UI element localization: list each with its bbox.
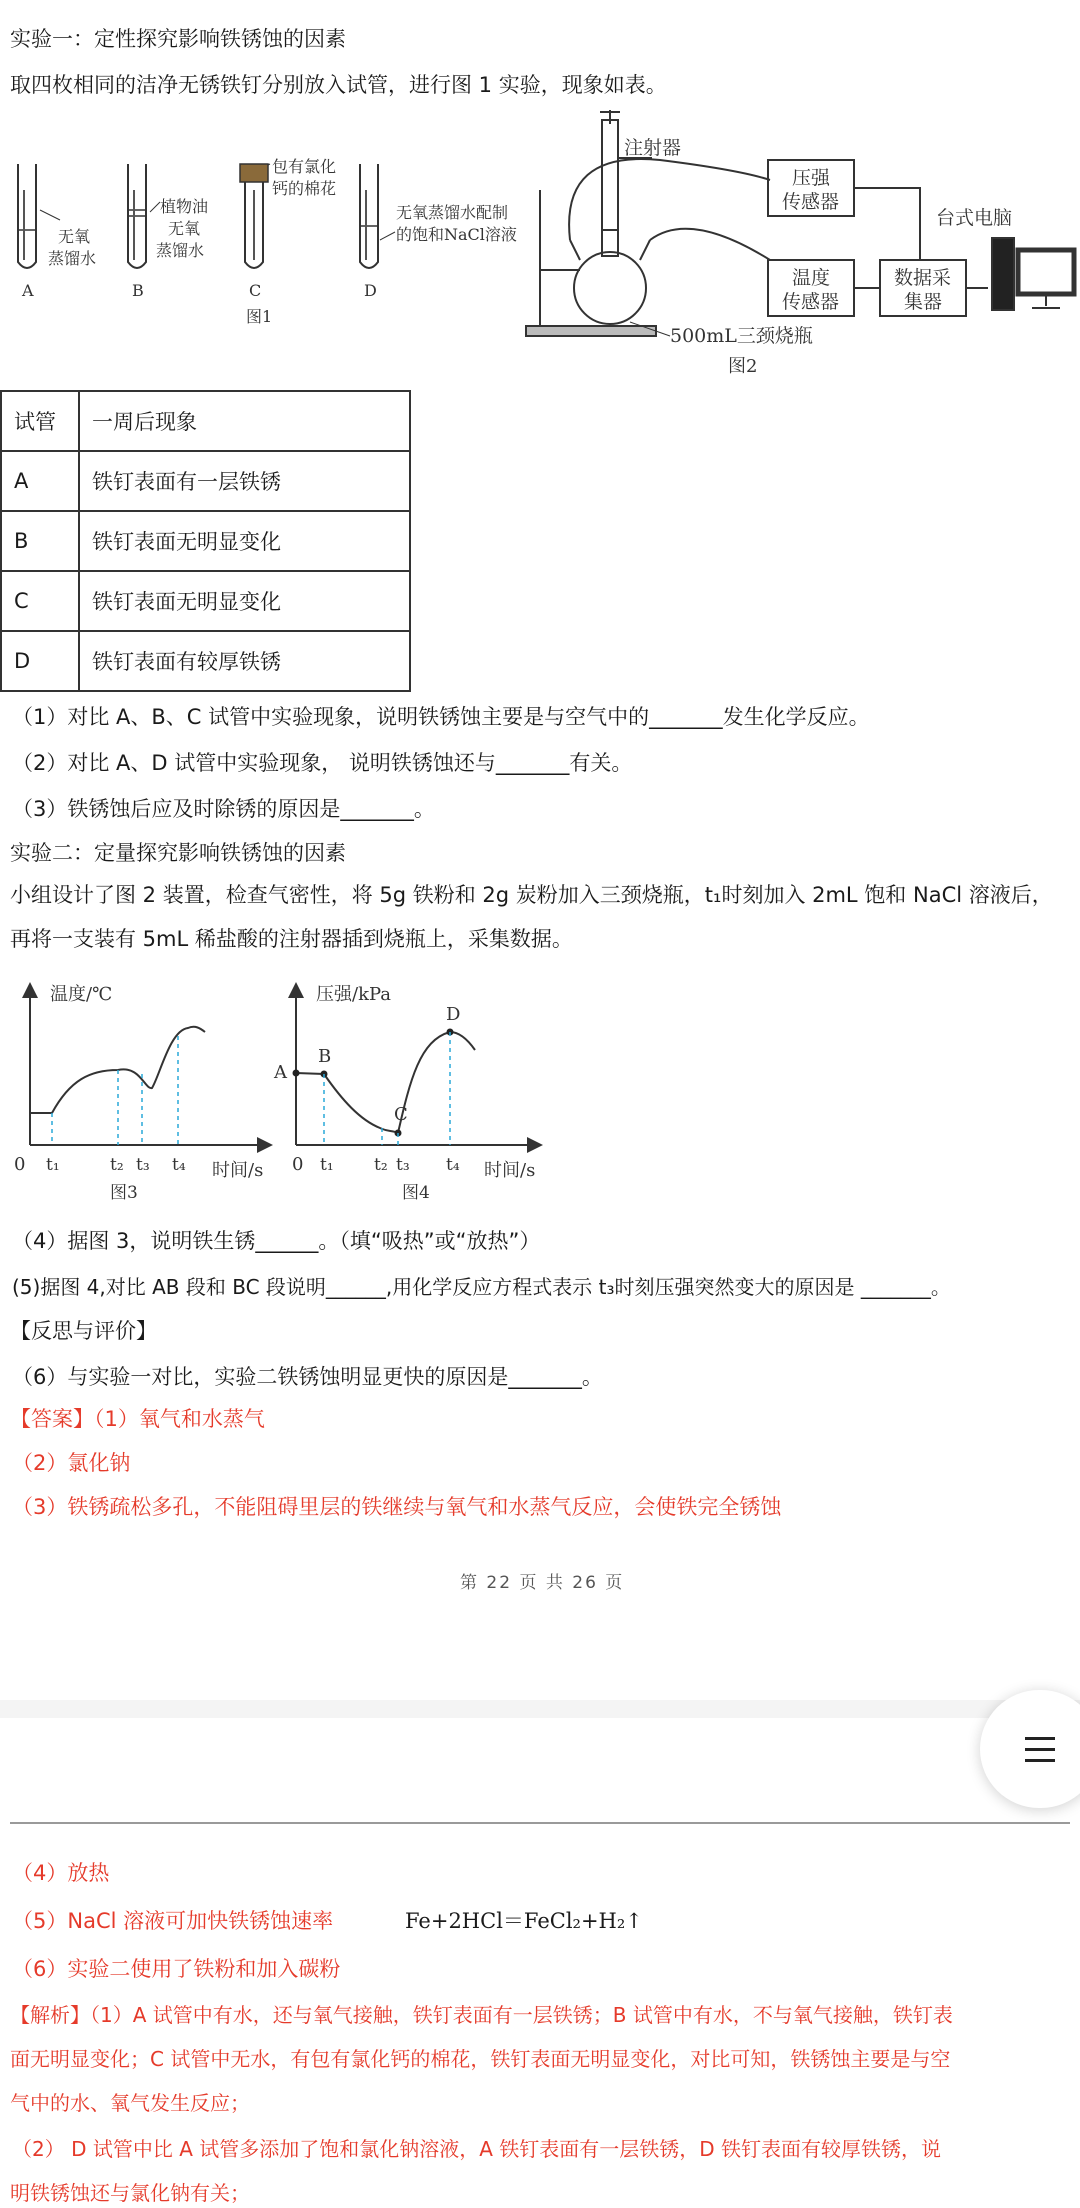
tube-b-letter: B [132,281,144,300]
answer-6: （6）实验二使用了铁粉和加入碳粉 [12,1957,341,1981]
three-neck-flask [574,252,646,324]
tube-c-letter: C [249,281,262,300]
tube-c-label-1: 包有氯化 [272,157,337,176]
fig4-tick: t₃ [396,1155,410,1175]
fig3-tick: t₂ [110,1155,124,1175]
collector-label-2: 集器 [904,291,943,313]
table-cell: 铁钉表面有一层铁锈 [79,451,410,511]
figure-2-caption: 图2 [728,356,758,377]
results-table [0,390,411,692]
fig4-tick: t₄ [446,1155,460,1175]
figure-3-caption: 图3 [110,1183,138,1203]
tube-a-label-2: 蒸馏水 [48,249,97,268]
figure-4-caption: 图4 [402,1183,430,1203]
tube-b-label-1: 植物油 [160,197,209,216]
analysis-line-5: 明铁锈蚀还与氯化钠有关； [10,2181,250,2205]
tube-d-label-2: 的饱和NaCl溶液 [396,225,517,244]
question-1: （1）对比 A、B、C 试管中实验现象，说明铁锈蚀主要是与空气中的_______发生化学反应。 [12,705,870,729]
table-cell: A [1,451,79,511]
point-a [293,1070,300,1077]
analysis-line-3: 气中的水、氧气发生反应； [10,2091,250,2115]
answer-2: （2）氯化钠 [12,1451,131,1475]
collector-label-1: 数据采 [894,267,952,289]
fig3-tick: t₄ [172,1155,186,1175]
table-header-cell: 试管 [1,391,79,451]
menu-button[interactable] [980,1690,1080,1808]
table-row [1,571,410,631]
table-row [1,451,410,511]
fig4-point-label: D [446,1004,461,1025]
fig3-x-label: 时间/s [212,1160,264,1181]
tube-a-label-1: 无氧 [58,227,91,246]
fig3-tick: t₁ [46,1155,60,1175]
cotton-plug [240,164,268,182]
computer-label: 台式电脑 [936,207,1013,229]
computer-tower [992,238,1014,310]
figure-1-test-tubes [0,150,540,330]
fig4-tick: t₁ [320,1155,334,1175]
table-cell: C [1,571,79,631]
question-4: （4）据图 3，说明铁生锈______。（填“吸热”或“放热”） [12,1229,541,1253]
exp1-title: 实验一：定性探究影响铁锈蚀的因素 [10,27,346,51]
table-cell: D [1,631,79,691]
pressure-sensor-label-1: 压强 [792,167,831,189]
answer-1: 【答案】（1）氧气和水蒸气 [10,1407,265,1431]
exp2-title: 实验二：定量探究影响铁锈蚀的因素 [10,841,346,865]
exp1-intro: 取四枚相同的洁净无锈铁钉分别放入试管，进行图 1 实验，现象如表。 [10,73,667,97]
figure-2-apparatus [520,110,1080,380]
page-number: 第 22 页 共 26 页 [460,1573,625,1593]
table-cell: 铁钉表面无明显变化 [79,571,410,631]
fig4-point-label: C [394,1104,408,1125]
fig4-point-label: A [274,1062,287,1083]
tube-a-letter: A [22,281,34,300]
tube-to-pressure [569,159,770,240]
exp2-line-1: 小组设计了图 2 装置，检查气密性，将 5g 铁粉和 2g 炭粉加入三颈烧瓶，t₁时刻加入 2mL 饱和 NaCl 溶液后， [10,883,1053,907]
tube-b-label-2: 无氧 [168,219,201,238]
tube-d [360,164,378,268]
page-gap [0,1700,1080,1718]
analysis-line-2: 面无明显变化；C 试管中无水，有包有氯化钙的棉花，铁钉表面无明显变化，对比可知，铁锈蚀主要是与空 [10,2047,951,2071]
fig4-point-label: B [318,1046,332,1067]
answer-3: （3）铁锈疏松多孔，不能阻碍里层的铁继续与氧气和水蒸气反应，会使铁完全锈蚀 [12,1495,782,1519]
table-row [1,511,410,571]
question-2: （2）对比 A、D 试管中实验现象， 说明铁锈蚀还与_______有关。 [12,751,633,775]
fig4-tick: t₂ [374,1155,388,1175]
fig4-origin: 0 [292,1154,304,1175]
flask-label: 500mL三颈烧瓶 [670,325,813,347]
figure-3-temperature-chart [10,970,280,1210]
table-header-row [1,391,410,451]
reflection-heading: 【反思与评价】 [10,1319,157,1343]
answer-5-text: （5）NaCl 溶液可加快铁锈蚀速率 [12,1909,334,1933]
pressure-sensor-label-2: 传感器 [782,191,840,213]
figure-1-caption: 图1 [246,307,273,326]
fig3-y-label: 温度/℃ [50,984,113,1005]
fig4-x-label: 时间/s [484,1160,536,1181]
question-6: （6）与实验一对比，实验二铁锈蚀明显更快的原因是_______。 [12,1365,603,1389]
table-cell: 铁钉表面无明显变化 [79,511,410,571]
tube-to-temp [650,229,770,260]
syringe-barrel [602,120,618,230]
exp2-line-2: 再将一支装有 5mL 稀盐酸的注射器插到烧瓶上，采集数据。 [10,927,573,951]
answer-4: （4）放热 [12,1861,110,1885]
fig3-origin: 0 [14,1154,26,1175]
tube-d-letter: D [364,281,377,300]
tube-a [18,164,36,268]
page-divider [10,1822,1070,1824]
temp-sensor-label-1: 温度 [792,267,831,289]
fig4-y-label: 压强/kPa [316,984,392,1005]
syringe-label: 注射器 [624,137,682,159]
fig3-tick: t₃ [136,1155,150,1175]
tube-b-label-3: 蒸馏水 [156,241,205,260]
figure-4-pressure-chart [270,970,560,1210]
question-3: （3）铁锈蚀后应及时除锈的原因是_______。 [12,797,435,821]
table-row [1,631,410,691]
table-header-cell: 一周后现象 [79,391,410,451]
analysis-line-4: （2） D 试管中比 A 试管多添加了饱和氯化钠溶液，A 铁钉表面有一层铁锈，D 铁钉表面有较厚铁锈，说 [12,2137,942,2161]
tube-d-label-1: 无氧蒸馏水配制 [396,203,509,222]
table-cell: B [1,511,79,571]
question-5: (5)据图 4,对比 AB 段和 BC 段说明______,用化学反应方程式表示 t₃时刻压强突然变大的原因是 _______。 [12,1275,951,1299]
table-cell: 铁钉表面有较厚铁锈 [79,631,410,691]
analysis-line-1: 【解析】（1）A 试管中有水，还与氧气接触，铁钉表面有一层铁锈；B 试管中有水，不与氧气接触，铁钉表 [10,2003,953,2027]
stand-base [526,326,656,336]
computer-monitor [1018,250,1074,294]
temp-sensor-label-2: 传感器 [782,291,840,313]
answer-5-equation: Fe+2HCl＝FeCl₂+H₂↑ [405,1909,643,1933]
tube-c-label-2: 钙的棉花 [272,179,337,198]
